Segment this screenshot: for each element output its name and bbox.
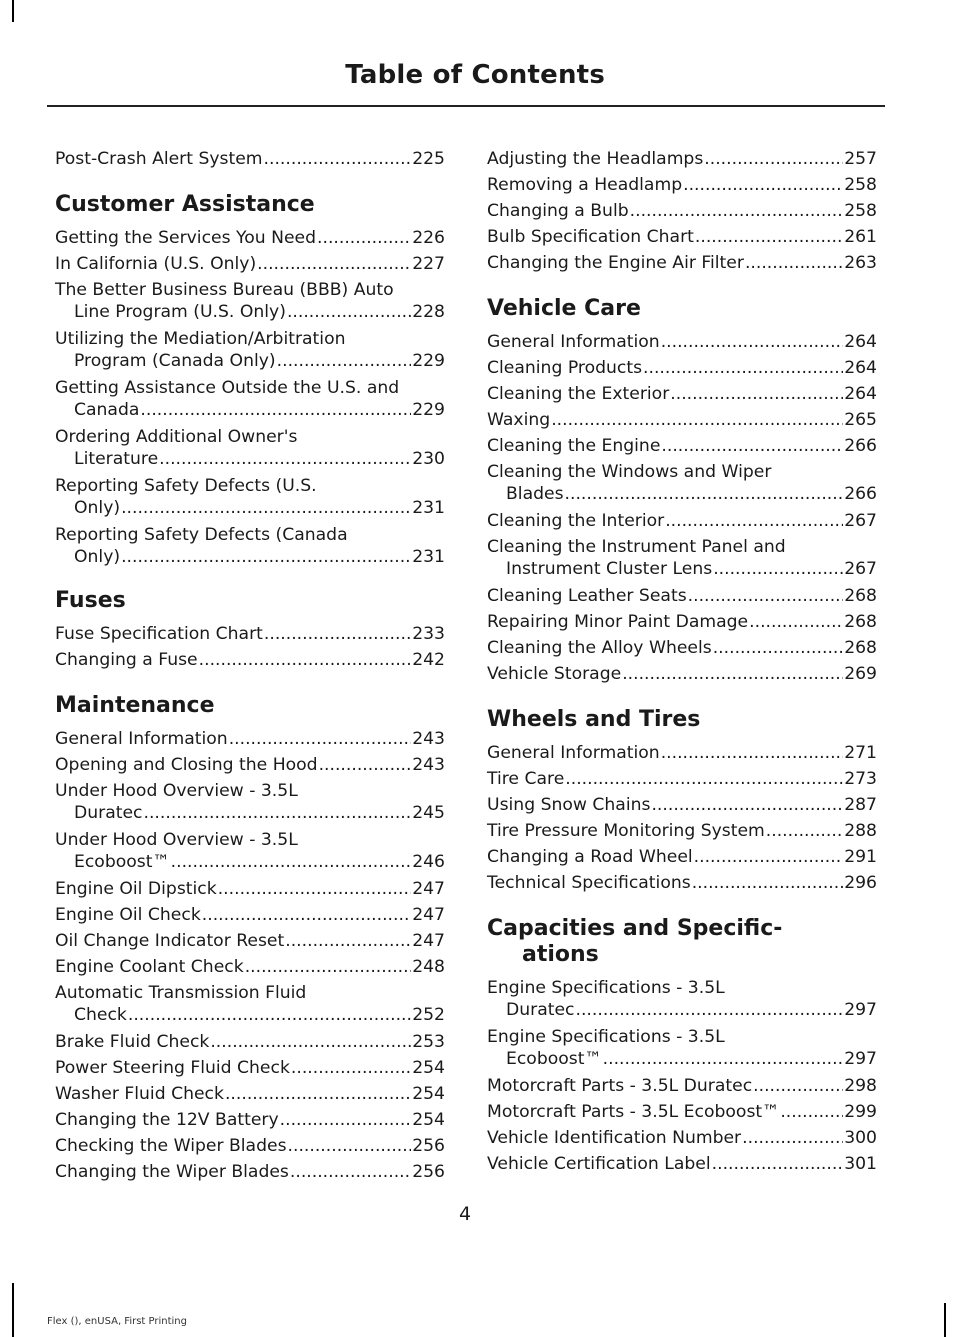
toc-entry-page: 298 bbox=[844, 1076, 877, 1096]
toc-entry[interactable] bbox=[487, 766, 877, 792]
toc-entry-page: 254 bbox=[412, 1110, 445, 1130]
toc-entry-page: 266 bbox=[844, 484, 877, 504]
dot-leader bbox=[753, 1073, 843, 1099]
toc-entry[interactable] bbox=[55, 1133, 445, 1159]
toc-entry-title: Reporting Safety Defects (U.S. bbox=[55, 476, 317, 496]
toc-entry-page: 229 bbox=[412, 351, 445, 371]
dot-leader bbox=[576, 999, 844, 1021]
toc-entry-title: Cleaning the Alloy Wheels bbox=[487, 638, 712, 658]
dot-leader bbox=[630, 198, 844, 224]
toc-entry[interactable] bbox=[487, 635, 877, 661]
dot-leader bbox=[661, 433, 843, 459]
dot-leader bbox=[264, 146, 412, 172]
toc-entry-page: 253 bbox=[412, 1032, 445, 1052]
dot-leader bbox=[713, 635, 843, 661]
dot-leader bbox=[285, 928, 411, 954]
toc-left-column bbox=[55, 146, 445, 1185]
toc-entry-title-continuation: Line Program (U.S. Only) bbox=[74, 302, 286, 322]
dot-leader bbox=[121, 497, 411, 519]
section-heading-text: Capacities and Specific- bbox=[487, 916, 783, 941]
toc-entry-title: Changing a Road Wheel bbox=[487, 847, 693, 867]
section-heading bbox=[487, 707, 877, 733]
toc-entry-title: General Information bbox=[55, 729, 228, 749]
toc-entry-page: 258 bbox=[844, 175, 877, 195]
toc-entry-title: Under Hood Overview - 3.5L bbox=[55, 781, 298, 801]
toc-entry-title-continuation: Duratec bbox=[74, 803, 143, 823]
toc-entry-title-continuation: Check bbox=[74, 1005, 127, 1025]
toc-entry-page: 266 bbox=[844, 436, 877, 456]
toc-entry-page: 297 bbox=[844, 1049, 877, 1069]
dot-leader bbox=[287, 301, 411, 323]
toc-entry-page: 245 bbox=[412, 803, 445, 823]
toc-entry-title: Tire Pressure Monitoring System bbox=[487, 821, 765, 841]
toc-entry-title: Vehicle Storage bbox=[487, 664, 622, 684]
toc-entry-title: Using Snow Chains bbox=[487, 795, 651, 815]
toc-entry-page: 248 bbox=[412, 957, 445, 977]
dot-leader bbox=[695, 224, 843, 250]
toc-entry[interactable] bbox=[55, 752, 445, 778]
dot-leader bbox=[766, 818, 843, 844]
dot-leader bbox=[688, 583, 844, 609]
toc-entry-page: 228 bbox=[412, 302, 445, 322]
dot-leader bbox=[661, 740, 843, 766]
toc-entry-title: Washer Fluid Check bbox=[55, 1084, 224, 1104]
toc-entry-title: Adjusting the Headlamps bbox=[487, 149, 704, 169]
dot-leader bbox=[780, 1099, 843, 1125]
toc-entry[interactable] bbox=[55, 375, 445, 421]
toc-entry-title: Reporting Safety Defects (Canada bbox=[55, 525, 348, 545]
crop-mark-bottom-left-vertical bbox=[12, 1283, 14, 1337]
toc-entry[interactable] bbox=[487, 1151, 877, 1177]
toc-entry-title: Ordering Additional Owner's bbox=[55, 427, 298, 447]
dot-leader bbox=[712, 1151, 844, 1177]
toc-entry-title: The Better Business Bureau (BBB) Auto bbox=[55, 280, 394, 300]
dot-leader bbox=[257, 251, 411, 277]
toc-entry[interactable] bbox=[487, 146, 877, 172]
dot-leader bbox=[159, 448, 411, 470]
toc-entry[interactable] bbox=[487, 1024, 877, 1070]
dot-leader bbox=[144, 802, 412, 824]
dot-leader bbox=[128, 1004, 411, 1026]
crop-mark-bottom-right-vertical bbox=[944, 1303, 946, 1337]
dot-leader bbox=[749, 609, 843, 635]
toc-entry-page: 287 bbox=[844, 795, 877, 815]
toc-entry-page: 297 bbox=[844, 1000, 877, 1020]
section-heading-continuation: ations bbox=[522, 942, 599, 967]
toc-entry[interactable] bbox=[487, 1073, 877, 1099]
toc-entry-continuation-line bbox=[55, 802, 445, 824]
toc-entry[interactable] bbox=[487, 224, 877, 250]
toc-entry-page: 229 bbox=[412, 400, 445, 420]
toc-entry-title: Cleaning the Windows and Wiper bbox=[487, 462, 772, 482]
dot-leader bbox=[651, 792, 843, 818]
toc-entry-page: 243 bbox=[412, 729, 445, 749]
toc-entry[interactable] bbox=[487, 792, 877, 818]
toc-entry-title: Getting the Services You Need bbox=[55, 228, 317, 248]
toc-entry[interactable] bbox=[487, 407, 877, 433]
dot-leader bbox=[742, 1125, 843, 1151]
header-rule bbox=[47, 105, 885, 107]
dot-leader bbox=[290, 1159, 411, 1185]
dot-leader bbox=[319, 752, 412, 778]
toc-entry[interactable] bbox=[55, 473, 445, 519]
toc-entry-title: Vehicle Identification Number bbox=[487, 1128, 742, 1148]
toc-entry-title: General Information bbox=[487, 332, 660, 352]
toc-entry-continuation-line bbox=[55, 350, 445, 372]
page-number: 4 bbox=[458, 1203, 472, 1225]
toc-entry-page: 247 bbox=[412, 931, 445, 951]
toc-entry[interactable] bbox=[55, 726, 445, 752]
toc-entry-page: 288 bbox=[844, 821, 877, 841]
toc-entry-title-continuation: Blades bbox=[506, 484, 564, 504]
toc-entry-title: Oil Change Indicator Reset bbox=[55, 931, 285, 951]
toc-entry-continuation-line bbox=[487, 483, 877, 505]
toc-entry-title: Engine Oil Check bbox=[55, 905, 201, 925]
dot-leader bbox=[288, 1133, 412, 1159]
toc-entry[interactable] bbox=[487, 198, 877, 224]
toc-entry[interactable] bbox=[487, 534, 877, 580]
toc-entry[interactable] bbox=[55, 827, 445, 873]
dot-leader bbox=[210, 1029, 411, 1055]
toc-entry[interactable] bbox=[487, 975, 877, 1021]
toc-right-column bbox=[487, 146, 877, 1177]
dot-leader bbox=[683, 172, 843, 198]
toc-entry-continuation-line bbox=[55, 851, 445, 873]
toc-entry[interactable] bbox=[55, 876, 445, 902]
toc-entry-page: 247 bbox=[412, 879, 445, 899]
dot-leader bbox=[665, 508, 843, 534]
toc-entry-continuation-line bbox=[55, 399, 445, 421]
dot-leader bbox=[171, 851, 412, 873]
toc-entry-continuation-line bbox=[487, 999, 877, 1021]
toc-entry-title-continuation: Ecoboost™ bbox=[74, 852, 170, 872]
toc-entry[interactable] bbox=[487, 250, 877, 276]
toc-entry-page: 246 bbox=[412, 852, 445, 872]
toc-entry[interactable] bbox=[55, 522, 445, 568]
toc-entry-title: Removing a Headlamp bbox=[487, 175, 683, 195]
toc-entry-page: 291 bbox=[844, 847, 877, 867]
toc-entry[interactable] bbox=[55, 1159, 445, 1185]
toc-entry-title-continuation: Only) bbox=[74, 498, 121, 518]
toc-entry-title: Checking the Wiper Blades bbox=[55, 1136, 287, 1156]
toc-entry-title: Opening and Closing the Hood bbox=[55, 755, 318, 775]
toc-entry-page: 227 bbox=[412, 254, 445, 274]
toc-entry-page: 230 bbox=[412, 449, 445, 469]
toc-entry[interactable] bbox=[487, 355, 877, 381]
section-heading-text: Wheels and Tires bbox=[487, 707, 701, 732]
toc-entry[interactable] bbox=[487, 381, 877, 407]
dot-leader bbox=[291, 1055, 411, 1081]
dot-leader bbox=[317, 225, 411, 251]
toc-entry-page: 256 bbox=[412, 1162, 445, 1182]
toc-entry-title-continuation: Duratec bbox=[506, 1000, 575, 1020]
dot-leader bbox=[692, 870, 843, 896]
toc-entry[interactable] bbox=[487, 508, 877, 534]
toc-entry-page: 300 bbox=[844, 1128, 877, 1148]
toc-entry[interactable] bbox=[487, 172, 877, 198]
dot-leader bbox=[277, 350, 412, 372]
toc-entry-title: Engine Specifications - 3.5L bbox=[487, 1027, 725, 1047]
crop-mark-top-left-vertical bbox=[12, 0, 14, 22]
toc-entry-title: Automatic Transmission Fluid bbox=[55, 983, 307, 1003]
dot-leader bbox=[713, 558, 843, 580]
dot-leader bbox=[643, 355, 843, 381]
toc-entry-page: 252 bbox=[412, 1005, 445, 1025]
toc-entry[interactable] bbox=[487, 583, 877, 609]
toc-entry-title: Cleaning the Exterior bbox=[487, 384, 670, 404]
toc-entry-page: 264 bbox=[844, 384, 877, 404]
toc-entry[interactable] bbox=[55, 277, 445, 323]
dot-leader bbox=[670, 381, 843, 407]
toc-entry[interactable] bbox=[55, 251, 445, 277]
toc-entry[interactable] bbox=[487, 740, 877, 766]
toc-entry-page: 263 bbox=[844, 253, 877, 273]
toc-entry-title-continuation: Canada bbox=[74, 400, 140, 420]
toc-entry-title: Motorcraft Parts - 3.5L Ecoboost™ bbox=[487, 1102, 780, 1122]
toc-entry[interactable] bbox=[487, 609, 877, 635]
dot-leader bbox=[565, 766, 843, 792]
toc-entry-page: 231 bbox=[412, 498, 445, 518]
dot-leader bbox=[121, 546, 411, 568]
toc-entry-page: 271 bbox=[844, 743, 877, 763]
toc-entry-page: 242 bbox=[412, 650, 445, 670]
toc-entry[interactable] bbox=[55, 1055, 445, 1081]
toc-entry-title: Changing a Bulb bbox=[487, 201, 629, 221]
toc-entry[interactable] bbox=[55, 928, 445, 954]
dot-leader bbox=[551, 407, 843, 433]
dot-leader bbox=[229, 726, 411, 752]
toc-entry-title: Technical Specifications bbox=[487, 873, 691, 893]
dot-leader bbox=[704, 146, 843, 172]
toc-entry[interactable] bbox=[55, 1107, 445, 1133]
dot-leader bbox=[622, 661, 843, 687]
toc-entry-page: 268 bbox=[844, 586, 877, 606]
toc-entry[interactable] bbox=[55, 326, 445, 372]
toc-entry-title: Repairing Minor Paint Damage bbox=[487, 612, 749, 632]
toc-entry-continuation-line bbox=[55, 1004, 445, 1026]
toc-entry-page: 231 bbox=[412, 547, 445, 567]
toc-entry-page: 269 bbox=[844, 664, 877, 684]
toc-entry-title: In California (U.S. Only) bbox=[55, 254, 257, 274]
dot-leader bbox=[661, 329, 843, 355]
toc-entry-title: Power Steering Fluid Check bbox=[55, 1058, 290, 1078]
dot-leader bbox=[280, 1107, 412, 1133]
toc-entry-continuation-line bbox=[55, 448, 445, 470]
toc-entry-continuation-line bbox=[487, 558, 877, 580]
toc-entry-page: 226 bbox=[412, 228, 445, 248]
toc-entry-title-continuation: Instrument Cluster Lens bbox=[506, 559, 713, 579]
section-heading-text: Customer Assistance bbox=[55, 192, 315, 217]
toc-entry[interactable] bbox=[487, 661, 877, 687]
toc-entry[interactable] bbox=[487, 870, 877, 896]
toc-entry-title: Getting Assistance Outside the U.S. and bbox=[55, 378, 400, 398]
toc-entry-page: 264 bbox=[844, 358, 877, 378]
toc-entry-title: Cleaning the Interior bbox=[487, 511, 665, 531]
toc-entry-page: 243 bbox=[412, 755, 445, 775]
toc-entry-page: 265 bbox=[844, 410, 877, 430]
toc-entry-page: 267 bbox=[844, 559, 877, 579]
toc-entry-page: 254 bbox=[412, 1084, 445, 1104]
toc-entry-title: Under Hood Overview - 3.5L bbox=[55, 830, 298, 850]
section-heading bbox=[487, 916, 877, 968]
toc-entry[interactable] bbox=[487, 818, 877, 844]
toc-entry-continuation-line bbox=[487, 1048, 877, 1070]
toc-entry[interactable] bbox=[55, 424, 445, 470]
toc-entry[interactable] bbox=[487, 1125, 877, 1151]
toc-entry-page: 268 bbox=[844, 612, 877, 632]
toc-entry-title: Bulb Specification Chart bbox=[487, 227, 694, 247]
section-heading bbox=[55, 693, 445, 719]
toc-entry[interactable] bbox=[55, 225, 445, 251]
dot-leader bbox=[694, 844, 844, 870]
toc-entry-title: Cleaning Leather Seats bbox=[487, 586, 687, 606]
toc-entry-title: Tire Care bbox=[487, 769, 565, 789]
toc-entry-title: Fuse Specification Chart bbox=[55, 624, 263, 644]
toc-entry-page: 254 bbox=[412, 1058, 445, 1078]
toc-entry[interactable] bbox=[55, 1081, 445, 1107]
dot-leader bbox=[140, 399, 411, 421]
toc-entry-page: 268 bbox=[844, 638, 877, 658]
toc-entry-title: Engine Specifications - 3.5L bbox=[487, 978, 725, 998]
toc-entry[interactable] bbox=[55, 954, 445, 980]
dot-leader bbox=[745, 250, 843, 276]
toc-entry-continuation-line bbox=[55, 301, 445, 323]
toc-entry-page: 267 bbox=[844, 511, 877, 531]
toc-entry[interactable] bbox=[487, 844, 877, 870]
toc-entry-title-continuation: Ecoboost™ bbox=[506, 1049, 602, 1069]
toc-entry-title: Cleaning the Engine bbox=[487, 436, 661, 456]
dot-leader bbox=[565, 483, 844, 505]
toc-entry[interactable] bbox=[55, 647, 445, 673]
section-heading-text: Vehicle Care bbox=[487, 296, 641, 321]
toc-entry-title: Changing the 12V Battery bbox=[55, 1110, 279, 1130]
toc-entry-page: 233 bbox=[412, 624, 445, 644]
toc-entry-page: 261 bbox=[844, 227, 877, 247]
toc-entry-page: 296 bbox=[844, 873, 877, 893]
toc-entry-page: 264 bbox=[844, 332, 877, 352]
toc-entry[interactable] bbox=[55, 980, 445, 1026]
toc-entry-page: 257 bbox=[844, 149, 877, 169]
toc-entry-title: Post-Crash Alert System bbox=[55, 149, 263, 169]
toc-entry-title-continuation: Only) bbox=[74, 547, 121, 567]
toc-entry-title: Changing the Wiper Blades bbox=[55, 1162, 289, 1182]
toc-entry-page: 247 bbox=[412, 905, 445, 925]
toc-entry-title: Engine Coolant Check bbox=[55, 957, 244, 977]
dot-leader bbox=[245, 954, 412, 980]
dot-leader bbox=[202, 902, 411, 928]
toc-entry[interactable] bbox=[55, 778, 445, 824]
dot-leader bbox=[603, 1048, 844, 1070]
toc-entry-title: Changing a Fuse bbox=[55, 650, 198, 670]
toc-entry[interactable] bbox=[55, 621, 445, 647]
toc-entry-title: Engine Oil Dipstick bbox=[55, 879, 217, 899]
section-heading bbox=[487, 296, 877, 322]
toc-entry[interactable] bbox=[487, 433, 877, 459]
footer-text: Flex (), enUSA, First Printing bbox=[47, 1316, 187, 1327]
dot-leader bbox=[218, 876, 411, 902]
toc-entry-page: 301 bbox=[844, 1154, 877, 1174]
toc-entry-title-continuation: Program (Canada Only) bbox=[74, 351, 276, 371]
toc-entry[interactable] bbox=[487, 1099, 877, 1125]
toc-entry[interactable] bbox=[487, 459, 877, 505]
toc-entry-title: Changing the Engine Air Filter bbox=[487, 253, 744, 273]
toc-entry-title: Motorcraft Parts - 3.5L Duratec bbox=[487, 1076, 753, 1096]
toc-entry-page: 256 bbox=[412, 1136, 445, 1156]
toc-entry[interactable] bbox=[55, 146, 445, 172]
toc-entry-title-continuation: Literature bbox=[74, 449, 159, 469]
toc-entry-title: Cleaning the Instrument Panel and bbox=[487, 537, 786, 557]
toc-entry[interactable] bbox=[55, 902, 445, 928]
toc-entry-page: 273 bbox=[844, 769, 877, 789]
toc-entry-title: Brake Fluid Check bbox=[55, 1032, 210, 1052]
toc-entry-title: Cleaning Products bbox=[487, 358, 643, 378]
toc-entry[interactable] bbox=[55, 1029, 445, 1055]
toc-entry-title: General Information bbox=[487, 743, 660, 763]
section-heading-text: Maintenance bbox=[55, 693, 215, 718]
toc-entry-page: 299 bbox=[844, 1102, 877, 1122]
dot-leader bbox=[264, 621, 411, 647]
dot-leader bbox=[199, 647, 412, 673]
toc-entry-title: Waxing bbox=[487, 410, 551, 430]
toc-entry-continuation-line bbox=[55, 546, 445, 568]
page-title: Table of Contents bbox=[345, 60, 605, 90]
section-heading bbox=[55, 588, 445, 614]
section-heading bbox=[55, 192, 445, 218]
toc-entry-page: 258 bbox=[844, 201, 877, 221]
dot-leader bbox=[225, 1081, 411, 1107]
toc-entry-page: 225 bbox=[412, 149, 445, 169]
section-heading-text: Fuses bbox=[55, 588, 126, 613]
toc-entry-title: Vehicle Certification Label bbox=[487, 1154, 711, 1174]
toc-entry-title: Utilizing the Mediation/Arbitration bbox=[55, 329, 346, 349]
toc-entry[interactable] bbox=[487, 329, 877, 355]
toc-entry-continuation-line bbox=[55, 497, 445, 519]
